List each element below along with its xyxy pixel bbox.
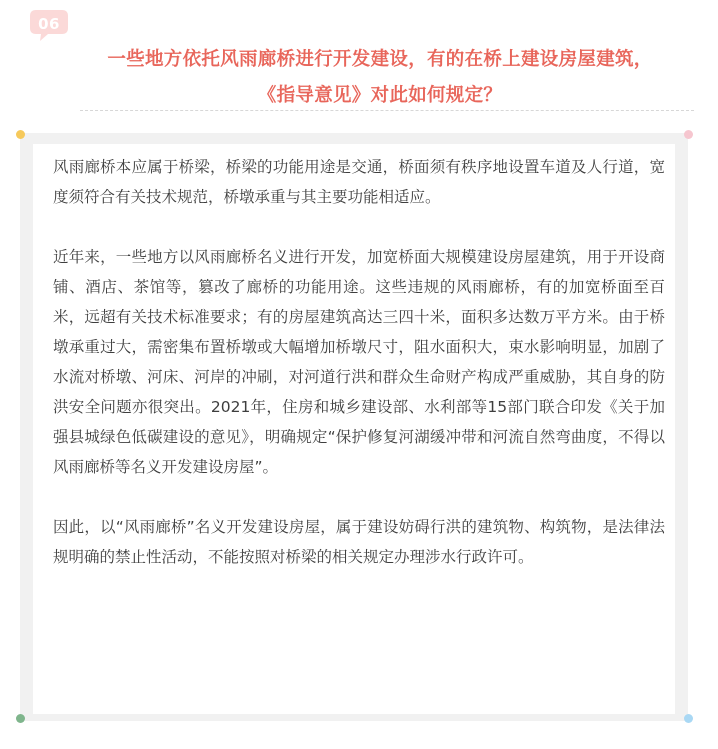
question-heading: [60, 42, 700, 114]
question-line-2: 《指导意见》对此如何规定？: [257, 85, 503, 106]
corner-dot-yellow-icon: [16, 130, 25, 139]
dashed-divider: [80, 110, 694, 111]
question-number: 06: [38, 15, 60, 33]
question-number-badge: [28, 8, 70, 42]
answer-paragraph-3: 因此，以“风雨廊桥”名义开发建设房屋，属于建设妨碍行洪的建筑物、构筑物，是法律法规明确的禁止性活动，不能按照对桥梁的相关规定办理涉水行政许可。: [53, 518, 665, 566]
corner-dot-pink-icon: [684, 130, 693, 139]
question-line-1: 一些地方依托风雨廊桥进行开发建设，有的在桥上建设房屋建筑，: [107, 49, 653, 70]
corner-dot-blue-icon: [684, 714, 693, 723]
answer-paragraph-2: 近年来，一些地方以风雨廊桥名义进行开发，加宽桥面大规模建设房屋建筑，用于开设商铺、酒店、茶馆等，篡改了廊桥的功能用途。这些违规的风雨廊桥，有的加宽桥面至百米，远超有关技术标准要求；有的房屋建筑高达三四十米，面积多达数万平方米。由于桥墩承重过大，需密集布置桥墩或大幅增加桥墩尺寸，阻水面积大，束水影响明显，加剧了水流对桥墩、河床、河岸的冲刷，对河道行洪和群众生命财产构成严重威胁，其自身的防洪安全问题亦很突出。2021年，住房和城乡建设部、水利部等15部门联合印发《关于加强县城绿色低碳建设的意见》，明确规定“保护修复河湖缓冲带和河流自然弯曲度，不得以风雨廊桥等名义开发建设房屋”。: [53, 248, 665, 476]
corner-dot-green-icon: [16, 714, 25, 723]
answer-paragraph-1: 风雨廊桥本应属于桥梁，桥梁的功能用途是交通，桥面须有秩序地设置车道及人行道，宽度须符合有关技术规范，桥墩承重与其主要功能相适应。: [53, 158, 665, 206]
answer-text: [53, 152, 665, 572]
